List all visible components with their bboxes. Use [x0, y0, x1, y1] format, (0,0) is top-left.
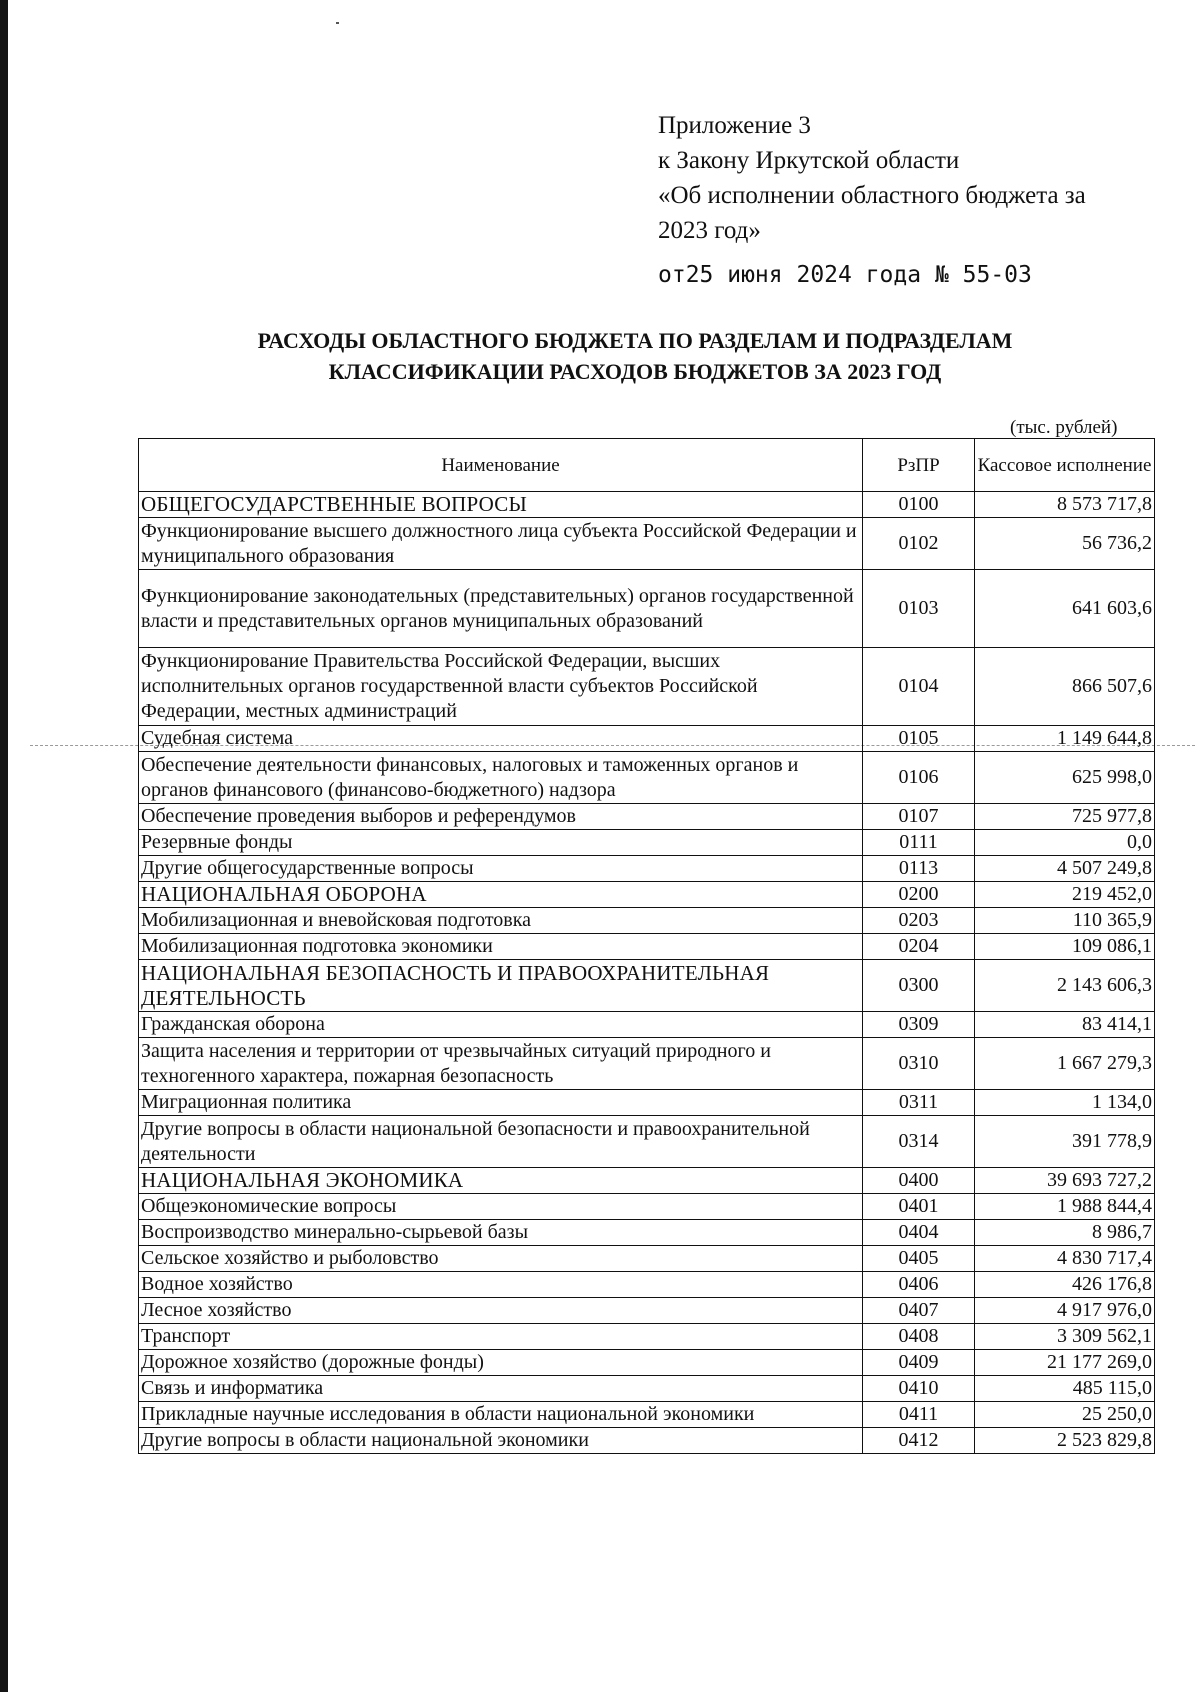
row-value: 109 086,1 — [975, 934, 1155, 960]
row-code: 0412 — [863, 1428, 975, 1454]
table-row — [139, 648, 1155, 726]
appendix-note — [658, 108, 1086, 248]
header-name: Наименование — [139, 439, 863, 492]
row-name: Сельское хозяйство и рыболовство — [139, 1246, 863, 1272]
row-value: 0,0 — [975, 830, 1155, 856]
table-row — [139, 1428, 1155, 1454]
row-code: 0411 — [863, 1402, 975, 1428]
table-row — [139, 570, 1155, 648]
table-row — [139, 1350, 1155, 1376]
row-code: 0309 — [863, 1012, 975, 1038]
table-row — [139, 518, 1155, 570]
table-row — [139, 908, 1155, 934]
row-value: 8 986,7 — [975, 1220, 1155, 1246]
row-value: 39 693 727,2 — [975, 1168, 1155, 1194]
row-value: 866 507,6 — [975, 648, 1155, 726]
row-code: 0400 — [863, 1168, 975, 1194]
row-name: Функционирование законодательных (представительных) органов государственной власти и представительных органов муниципальных образований — [139, 570, 863, 648]
row-code: 0404 — [863, 1220, 975, 1246]
scan-edge — [0, 0, 8, 1692]
appendix-line-2: к Закону Иркутской области — [658, 147, 960, 174]
row-name: Гражданская оборона — [139, 1012, 863, 1038]
row-value: 219 452,0 — [975, 882, 1155, 908]
row-value: 1 149 644,8 — [975, 726, 1155, 752]
row-code: 0111 — [863, 830, 975, 856]
row-value: 641 603,6 — [975, 570, 1155, 648]
table-row — [139, 726, 1155, 752]
row-value: 25 250,0 — [975, 1402, 1155, 1428]
row-name: НАЦИОНАЛЬНАЯ БЕЗОПАСНОСТЬ И ПРАВООХРАНИТЕЛЬНАЯ ДЕЯТЕЛЬНОСТЬ — [139, 960, 863, 1012]
table-row — [139, 1272, 1155, 1298]
row-code: 0107 — [863, 804, 975, 830]
table-row — [139, 1090, 1155, 1116]
row-code: 0407 — [863, 1298, 975, 1324]
row-name: Другие вопросы в области национальной экономики — [139, 1428, 863, 1454]
row-code: 0314 — [863, 1116, 975, 1168]
row-code: 0100 — [863, 492, 975, 518]
row-code: 0104 — [863, 648, 975, 726]
row-value: 4 507 249,8 — [975, 856, 1155, 882]
row-name: Водное хозяйство — [139, 1272, 863, 1298]
header-value: Кассовое исполнение — [975, 439, 1155, 492]
row-name: Судебная система — [139, 726, 863, 752]
row-name: НАЦИОНАЛЬНАЯ ЭКОНОМИКА — [139, 1168, 863, 1194]
row-name: Мобилизационная и вневойсковая подготовка — [139, 908, 863, 934]
budget-table — [138, 438, 1155, 1454]
row-name: ОБЩЕГОСУДАРСТВЕННЫЕ ВОПРОСЫ — [139, 492, 863, 518]
row-code: 0310 — [863, 1038, 975, 1090]
row-name: Защита населения и территории от чрезвычайных ситуаций природного и техногенного характера, пожарная безопасность — [139, 1038, 863, 1090]
row-name: Воспроизводство минерально-сырьевой базы — [139, 1220, 863, 1246]
row-value: 21 177 269,0 — [975, 1350, 1155, 1376]
table-section-row — [139, 492, 1155, 518]
row-value: 1 988 844,4 — [975, 1194, 1155, 1220]
row-value: 2 143 606,3 — [975, 960, 1155, 1012]
row-value: 56 736,2 — [975, 518, 1155, 570]
table-row — [139, 1298, 1155, 1324]
title-line-2: КЛАССИФИКАЦИИ РАСХОДОВ БЮДЖЕТОВ ЗА 2023 ГОД — [328, 359, 942, 384]
unit-label: (тыс. рублей) — [1010, 417, 1118, 438]
row-code: 0200 — [863, 882, 975, 908]
document-title — [120, 325, 1150, 387]
row-name: НАЦИОНАЛЬНАЯ ОБОРОНА — [139, 882, 863, 908]
scan-speck — [336, 22, 339, 24]
row-value: 485 115,0 — [975, 1376, 1155, 1402]
row-name: Обеспечение проведения выборов и референдумов — [139, 804, 863, 830]
header-code: РзПР — [863, 439, 975, 492]
table-row — [139, 804, 1155, 830]
row-code: 0103 — [863, 570, 975, 648]
table-row — [139, 1194, 1155, 1220]
table-row — [139, 1038, 1155, 1090]
table-row — [139, 1324, 1155, 1350]
row-value: 8 573 717,8 — [975, 492, 1155, 518]
row-code: 0311 — [863, 1090, 975, 1116]
row-name: Функционирование высшего должностного лица субъекта Российской Федерации и муниципального образования — [139, 518, 863, 570]
row-name: Лесное хозяйство — [139, 1298, 863, 1324]
row-value: 110 365,9 — [975, 908, 1155, 934]
row-value: 391 778,9 — [975, 1116, 1155, 1168]
row-name: Обеспечение деятельности финансовых, налоговых и таможенных органов и органов финансового (финансово-бюджетного) надзора — [139, 752, 863, 804]
row-value: 1 667 279,3 — [975, 1038, 1155, 1090]
table-row — [139, 1246, 1155, 1272]
appendix-line-1: Приложение 3 — [658, 112, 811, 139]
row-name: Дорожное хозяйство (дорожные фонды) — [139, 1350, 863, 1376]
appendix-line-3: «Об исполнении областного бюджета за — [658, 182, 1086, 209]
row-code: 0102 — [863, 518, 975, 570]
row-code: 0106 — [863, 752, 975, 804]
row-code: 0406 — [863, 1272, 975, 1298]
row-value: 1 134,0 — [975, 1090, 1155, 1116]
row-code: 0410 — [863, 1376, 975, 1402]
row-value: 3 309 562,1 — [975, 1324, 1155, 1350]
row-name: Транспорт — [139, 1324, 863, 1350]
row-code: 0203 — [863, 908, 975, 934]
row-name: Миграционная политика — [139, 1090, 863, 1116]
row-value: 625 998,0 — [975, 752, 1155, 804]
row-code: 0401 — [863, 1194, 975, 1220]
row-name: Другие вопросы в области национальной безопасности и правоохранительной деятельности — [139, 1116, 863, 1168]
decree-date-number: от25 июня 2024 года № 55-03 — [658, 262, 1032, 288]
table-row — [139, 1376, 1155, 1402]
row-code: 0408 — [863, 1324, 975, 1350]
row-value: 83 414,1 — [975, 1012, 1155, 1038]
table-header-row — [139, 439, 1155, 492]
table-section-row — [139, 1168, 1155, 1194]
row-code: 0405 — [863, 1246, 975, 1272]
row-name: Связь и информатика — [139, 1376, 863, 1402]
table-row — [139, 1116, 1155, 1168]
table-row — [139, 752, 1155, 804]
table-row — [139, 1012, 1155, 1038]
row-name: Мобилизационная подготовка экономики — [139, 934, 863, 960]
table-section-row — [139, 882, 1155, 908]
row-code: 0105 — [863, 726, 975, 752]
row-code: 0409 — [863, 1350, 975, 1376]
row-value: 4 830 717,4 — [975, 1246, 1155, 1272]
table-row — [139, 1402, 1155, 1428]
row-value: 725 977,8 — [975, 804, 1155, 830]
row-value: 426 176,8 — [975, 1272, 1155, 1298]
appendix-line-4: 2023 год» — [658, 217, 761, 244]
row-name: Другие общегосударственные вопросы — [139, 856, 863, 882]
table-section-row — [139, 960, 1155, 1012]
table-row — [139, 856, 1155, 882]
row-code: 0300 — [863, 960, 975, 1012]
row-name: Резервные фонды — [139, 830, 863, 856]
table-row — [139, 934, 1155, 960]
title-line-1: РАСХОДЫ ОБЛАСТНОГО БЮДЖЕТА ПО РАЗДЕЛАМ И ПОДРАЗДЕЛАМ — [257, 328, 1013, 353]
row-value: 4 917 976,0 — [975, 1298, 1155, 1324]
row-code: 0113 — [863, 856, 975, 882]
table-row — [139, 1220, 1155, 1246]
table-row — [139, 830, 1155, 856]
row-value: 2 523 829,8 — [975, 1428, 1155, 1454]
row-name: Прикладные научные исследования в области национальной экономики — [139, 1402, 863, 1428]
row-name: Общеэкономические вопросы — [139, 1194, 863, 1220]
row-name: Функционирование Правительства Российской Федерации, высших исполнительных органов государственной власти субъектов Российской Федерации, местных администраций — [139, 648, 863, 726]
row-code: 0204 — [863, 934, 975, 960]
